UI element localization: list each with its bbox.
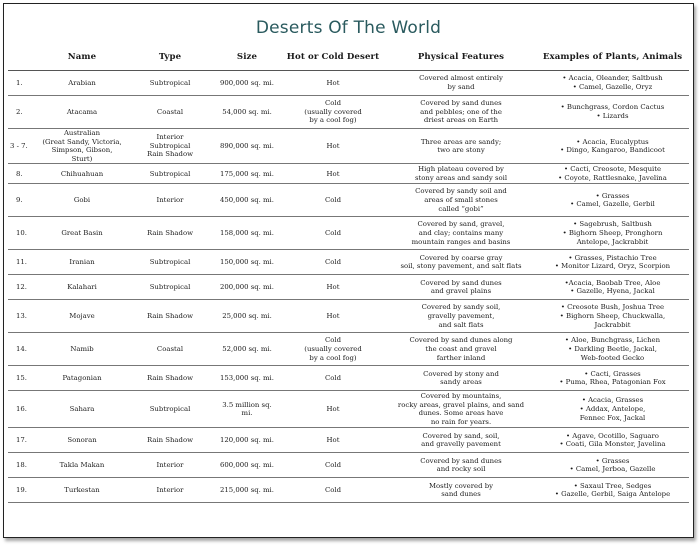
table-row [8, 164, 689, 184]
cell-hot-cold: Hot [280, 129, 386, 164]
cell-examples: • Saxaul Tree, Sedges • Gazelle, Gerbil, Saiga Antelope [536, 478, 689, 503]
cell-examples: • Bunchgrass, Cordon Cactus • Lizards [536, 96, 689, 129]
cell-num: 18. [8, 453, 38, 478]
table-row [8, 478, 689, 503]
cell-num: 2. [8, 96, 38, 129]
table-row [8, 453, 689, 478]
cell-examples: •Acacia, Baobab Tree, Aloe • Gazelle, Hyena, Jackal [536, 275, 689, 300]
cell-physical-features: Covered by sand dunes and pebbles; one of the driest areas on Earth [386, 96, 536, 129]
cell-hot-cold: Cold [280, 184, 386, 217]
cell-num: 15. [8, 366, 38, 391]
header-physical-features: Physical Features [386, 44, 536, 71]
cell-size: 890,000 sq. mi. [214, 129, 280, 164]
cell-name: Kalahari [38, 275, 126, 300]
table-row [8, 275, 689, 300]
cell-size: 200,000 sq. mi. [214, 275, 280, 300]
cell-examples: • Acacia, Grasses • Addax, Antelope, Fennec Fox, Jackal [536, 391, 689, 428]
cell-size: 153,000 sq. mi. [214, 366, 280, 391]
cell-name: Chihuahuan [38, 164, 126, 184]
cell-physical-features: Covered by sand dunes and gravel plains [386, 275, 536, 300]
cell-name: Atacama [38, 96, 126, 129]
cell-examples: • Agave, Ocotillo, Saguaro • Coati, Gila Monster, Javelina [536, 428, 689, 453]
cell-type: Interior [126, 453, 214, 478]
cell-hot-cold: Hot [280, 275, 386, 300]
table-row [8, 428, 689, 453]
cell-name: Sahara [38, 391, 126, 428]
cell-name: Australian (Great Sandy, Victoria, Simpson, Gibson, Sturt) [38, 129, 126, 164]
cell-type: Rain Shadow [126, 217, 214, 250]
cell-physical-features: Three areas are sandy; two are stony [386, 129, 536, 164]
cell-name: Mojave [38, 300, 126, 333]
cell-type: Coastal [126, 96, 214, 129]
cell-hot-cold: Hot [280, 391, 386, 428]
deserts-table [8, 44, 689, 503]
cell-size: 150,000 sq. mi. [214, 250, 280, 275]
cell-type: Interior Subtropical Rain Shadow [126, 129, 214, 164]
cell-type: Interior [126, 184, 214, 217]
cell-physical-features: Covered by sandy soil, gravelly pavement, and salt flats [386, 300, 536, 333]
cell-examples: • Creosote Bush, Joshua Tree • Bighorn Sheep, Chuckwalla, Jackrabbit [536, 300, 689, 333]
cell-num: 9. [8, 184, 38, 217]
header-hot-cold: Hot or Cold Desert [280, 44, 386, 71]
table-row [8, 250, 689, 275]
cell-examples: • Grasses • Camel, Jerboa, Gazelle [536, 453, 689, 478]
cell-type: Interior [126, 478, 214, 503]
table-row [8, 129, 689, 164]
table-row [8, 366, 689, 391]
cell-physical-features: Covered by stony and sandy areas [386, 366, 536, 391]
cell-type: Subtropical [126, 275, 214, 300]
cell-num: 13. [8, 300, 38, 333]
cell-num: 8. [8, 164, 38, 184]
cell-num: 3 - 7. [8, 129, 38, 164]
cell-examples: • Cacti, Grasses • Puma, Rhea, Patagonian Fox [536, 366, 689, 391]
header-type: Type [126, 44, 214, 71]
worksheet [3, 3, 694, 538]
cell-physical-features: Covered by mountains, rocky areas, gravel plains, and sand dunes. Some areas have no rain for years. [386, 391, 536, 428]
cell-hot-cold: Hot [280, 164, 386, 184]
cell-type: Rain Shadow [126, 300, 214, 333]
cell-size: 900,000 sq. mi. [214, 71, 280, 96]
cell-name: Arabian [38, 71, 126, 96]
table-row [8, 71, 689, 96]
cell-physical-features: Covered almost entirely by sand [386, 71, 536, 96]
table-row [8, 184, 689, 217]
cell-physical-features: Covered by sandy soil and areas of small stones called “gobi” [386, 184, 536, 217]
cell-size: 450,000 sq. mi. [214, 184, 280, 217]
cell-examples: • Acacia, Eucalyptus • Dingo, Kangaroo, Bandicoot [536, 129, 689, 164]
cell-num: 19. [8, 478, 38, 503]
cell-size: 52,000 sq. mi. [214, 333, 280, 366]
cell-hot-cold: Cold [280, 217, 386, 250]
table-body [8, 71, 689, 503]
cell-num: 14. [8, 333, 38, 366]
header-size: Size [214, 44, 280, 71]
cell-examples: • Grasses • Camel, Gazelle, Gerbil [536, 184, 689, 217]
cell-physical-features: Covered by sand dunes and rocky soil [386, 453, 536, 478]
cell-physical-features: Covered by sand, soil, and gravelly pavement [386, 428, 536, 453]
cell-physical-features: Covered by coarse gray soil, stony pavement, and salt flats [386, 250, 536, 275]
cell-type: Subtropical [126, 250, 214, 275]
header-row [8, 44, 689, 71]
table-row [8, 333, 689, 366]
cell-physical-features: Covered by sand, gravel, and clay; contains many mountain ranges and basins [386, 217, 536, 250]
cell-hot-cold: Hot [280, 428, 386, 453]
cell-size: 3.5 million sq. mi. [214, 391, 280, 428]
cell-hot-cold: Cold [280, 478, 386, 503]
cell-hot-cold: Hot [280, 71, 386, 96]
cell-examples: • Cacti, Creosote, Mesquite • Coyote, Rattlesnake, Javelina [536, 164, 689, 184]
cell-hot-cold: Hot [280, 300, 386, 333]
cell-hot-cold: Cold [280, 250, 386, 275]
table-row [8, 300, 689, 333]
cell-num: 1. [8, 71, 38, 96]
cell-name: Takla Makan [38, 453, 126, 478]
cell-num: 16. [8, 391, 38, 428]
cell-physical-features: High plateau covered by stony areas and sandy soil [386, 164, 536, 184]
cell-hot-cold: Cold [280, 366, 386, 391]
table-row [8, 217, 689, 250]
cell-size: 215,000 sq. mi. [214, 478, 280, 503]
cell-num: 11. [8, 250, 38, 275]
cell-size: 120,000 sq. mi. [214, 428, 280, 453]
cell-type: Subtropical [126, 71, 214, 96]
header-num [8, 44, 38, 71]
cell-type: Subtropical [126, 164, 214, 184]
cell-hot-cold: Cold (usually covered by a cool fog) [280, 96, 386, 129]
table-row [8, 96, 689, 129]
cell-size: 25,000 sq. mi. [214, 300, 280, 333]
cell-size: 54,000 sq. mi. [214, 96, 280, 129]
cell-type: Rain Shadow [126, 428, 214, 453]
cell-name: Gobi [38, 184, 126, 217]
cell-type: Subtropical [126, 391, 214, 428]
cell-name: Sonoran [38, 428, 126, 453]
cell-type: Coastal [126, 333, 214, 366]
cell-examples: • Aloe, Bunchgrass, Lichen • Darkling Beetle, Jackal, Web-footed Gecko [536, 333, 689, 366]
page-title: Deserts Of The World [255, 18, 442, 38]
header-examples: Examples of Plants, Animals [536, 44, 689, 71]
cell-physical-features: Mostly covered by sand dunes [386, 478, 536, 503]
cell-hot-cold: Cold (usually covered by a cool fog) [280, 333, 386, 366]
header-name: Name [38, 44, 126, 71]
cell-name: Turkestan [38, 478, 126, 503]
cell-size: 175,000 sq. mi. [214, 164, 280, 184]
table-row [8, 391, 689, 428]
cell-size: 600,000 sq. mi. [214, 453, 280, 478]
cell-name: Namib [38, 333, 126, 366]
cell-type: Rain Shadow [126, 366, 214, 391]
cell-physical-features: Covered by sand dunes along the coast and gravel farther inland [386, 333, 536, 366]
cell-name: Great Basin [38, 217, 126, 250]
cell-examples: • Grasses, Pistachio Tree • Monitor Lizard, Oryz, Scorpion [536, 250, 689, 275]
cell-name: Iranian [38, 250, 126, 275]
cell-size: 158,000 sq. mi. [214, 217, 280, 250]
cell-examples: • Acacia, Oleander, Saltbush • Camel, Gazelle, Oryz [536, 71, 689, 96]
cell-name: Patagonian [38, 366, 126, 391]
cell-num: 12. [8, 275, 38, 300]
cell-num: 17. [8, 428, 38, 453]
cell-num: 10. [8, 217, 38, 250]
cell-examples: • Sagebrush, Saltbush • Bighorn Sheep, Pronghorn Antelope, Jackrabbit [536, 217, 689, 250]
cell-hot-cold: Cold [280, 453, 386, 478]
